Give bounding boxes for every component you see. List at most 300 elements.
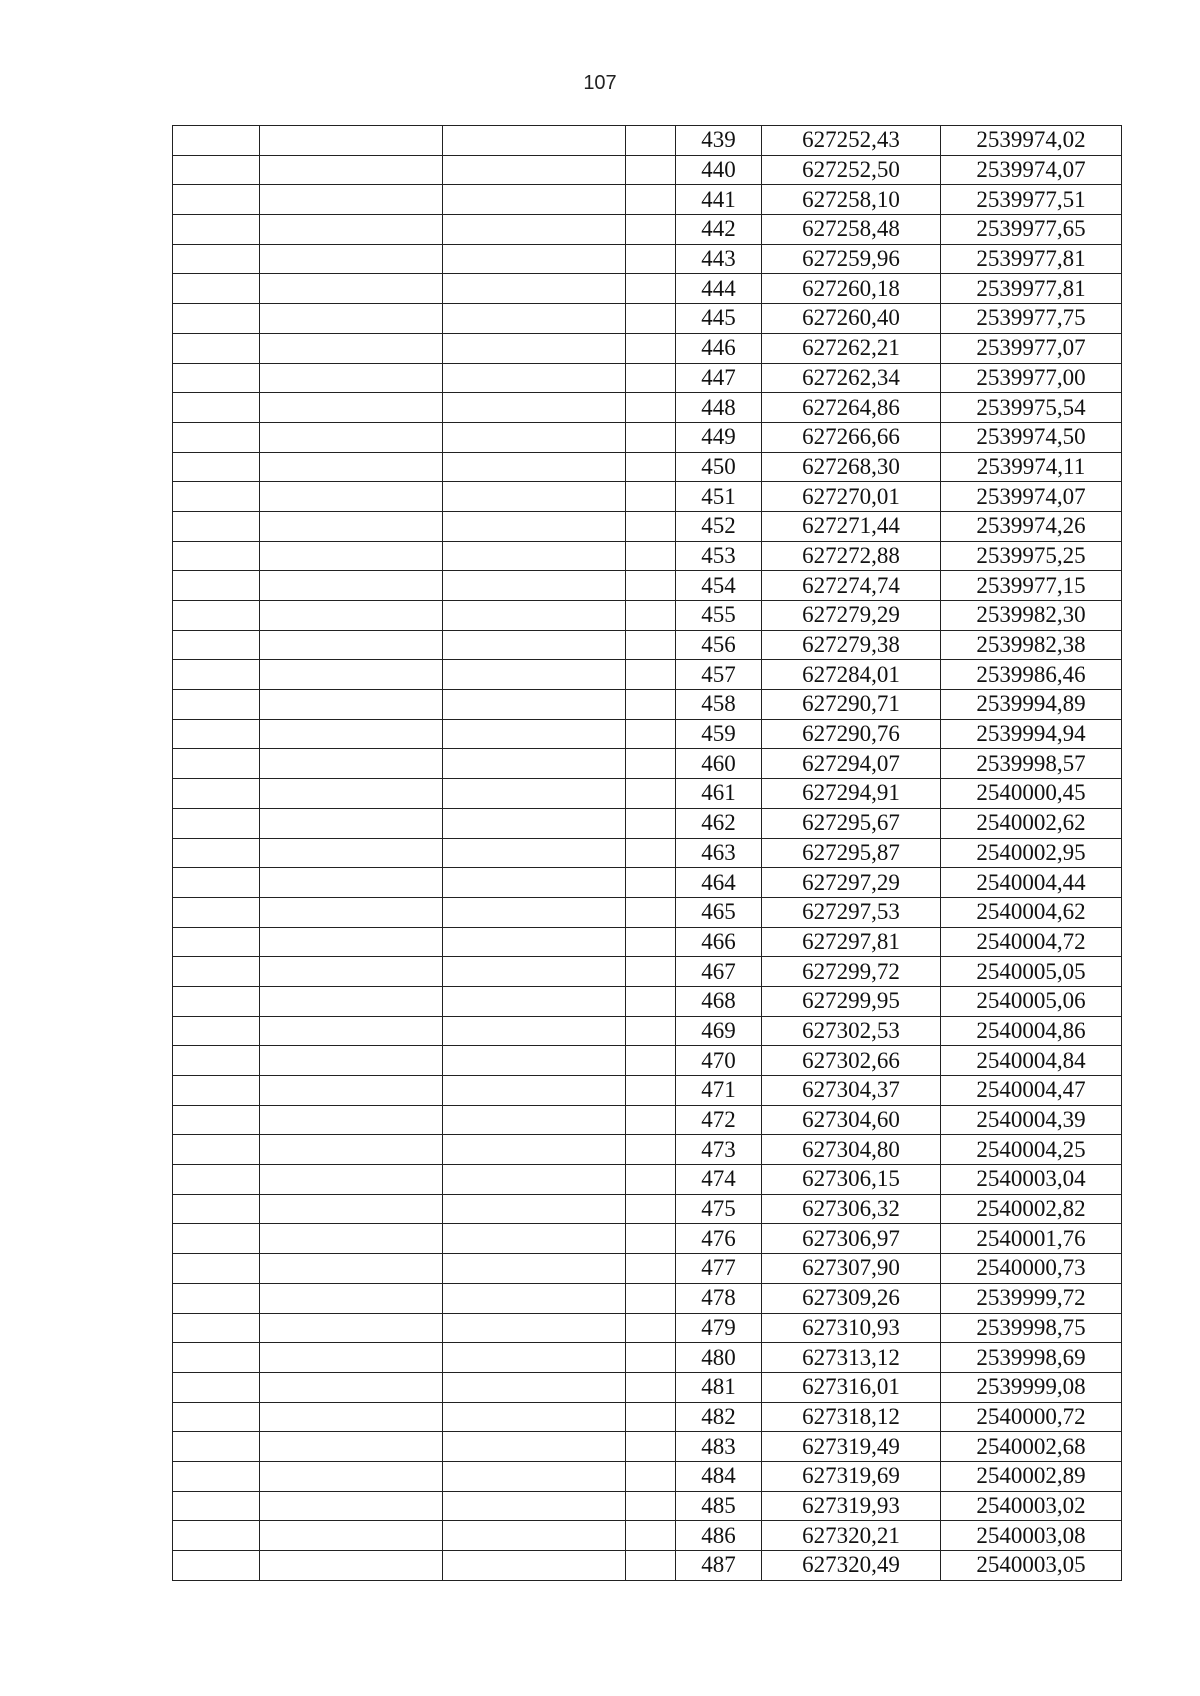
point-number-cell: 471	[676, 1076, 762, 1106]
point-number-cell: 456	[676, 630, 762, 660]
x-coordinate-cell: 627272,88	[762, 541, 941, 571]
point-number-cell: 482	[676, 1402, 762, 1432]
y-coordinate-cell: 2540003,04	[941, 1165, 1122, 1195]
empty-cell	[626, 927, 676, 957]
empty-cell	[626, 215, 676, 245]
empty-cell	[443, 1046, 626, 1076]
empty-cell	[260, 541, 443, 571]
empty-cell	[260, 393, 443, 423]
empty-cell	[173, 1194, 260, 1224]
x-coordinate-cell: 627295,87	[762, 838, 941, 868]
coordinates-table	[172, 125, 1122, 1581]
point-number-cell: 464	[676, 868, 762, 898]
table-row	[173, 1372, 1122, 1402]
empty-cell	[173, 244, 260, 274]
table-row	[173, 244, 1122, 274]
empty-cell	[260, 630, 443, 660]
empty-cell	[626, 1254, 676, 1284]
empty-cell	[443, 244, 626, 274]
table-row	[173, 660, 1122, 690]
empty-cell	[260, 660, 443, 690]
point-number-cell: 454	[676, 571, 762, 601]
point-number-cell: 479	[676, 1313, 762, 1343]
table-row	[173, 511, 1122, 541]
x-coordinate-cell: 627266,66	[762, 422, 941, 452]
point-number-cell: 445	[676, 304, 762, 334]
empty-cell	[626, 1135, 676, 1165]
table-row	[173, 897, 1122, 927]
table-row	[173, 868, 1122, 898]
empty-cell	[443, 927, 626, 957]
empty-cell	[626, 393, 676, 423]
x-coordinate-cell: 627294,91	[762, 779, 941, 809]
empty-cell	[626, 690, 676, 720]
empty-cell	[260, 601, 443, 631]
point-number-cell: 473	[676, 1135, 762, 1165]
empty-cell	[260, 126, 443, 156]
empty-cell	[626, 868, 676, 898]
empty-cell	[173, 868, 260, 898]
empty-cell	[443, 1254, 626, 1284]
point-number-cell: 459	[676, 719, 762, 749]
x-coordinate-cell: 627259,96	[762, 244, 941, 274]
empty-cell	[173, 808, 260, 838]
empty-cell	[626, 541, 676, 571]
x-coordinate-cell: 627262,34	[762, 363, 941, 393]
point-number-cell: 485	[676, 1491, 762, 1521]
y-coordinate-cell: 2540004,86	[941, 1016, 1122, 1046]
empty-cell	[626, 660, 676, 690]
table-row	[173, 393, 1122, 423]
point-number-cell: 476	[676, 1224, 762, 1254]
y-coordinate-cell: 2540001,76	[941, 1224, 1122, 1254]
empty-cell	[260, 1105, 443, 1135]
empty-cell	[443, 808, 626, 838]
y-coordinate-cell: 2540004,25	[941, 1135, 1122, 1165]
table-row	[173, 1283, 1122, 1313]
empty-cell	[260, 1313, 443, 1343]
empty-cell	[626, 1283, 676, 1313]
point-number-cell: 439	[676, 126, 762, 156]
x-coordinate-cell: 627252,50	[762, 155, 941, 185]
point-number-cell: 446	[676, 333, 762, 363]
empty-cell	[626, 601, 676, 631]
empty-cell	[443, 363, 626, 393]
point-number-cell: 457	[676, 660, 762, 690]
page-number: 107	[583, 72, 617, 94]
y-coordinate-cell: 2539977,75	[941, 304, 1122, 334]
empty-cell	[626, 1105, 676, 1135]
empty-cell	[626, 1046, 676, 1076]
empty-cell	[443, 215, 626, 245]
y-coordinate-cell: 2539999,72	[941, 1283, 1122, 1313]
empty-cell	[443, 422, 626, 452]
y-coordinate-cell: 2539977,07	[941, 333, 1122, 363]
empty-cell	[626, 452, 676, 482]
empty-cell	[626, 155, 676, 185]
y-coordinate-cell: 2539982,38	[941, 630, 1122, 660]
empty-cell	[626, 1343, 676, 1373]
empty-cell	[626, 1016, 676, 1046]
empty-cell	[626, 1194, 676, 1224]
empty-cell	[260, 333, 443, 363]
empty-cell	[173, 155, 260, 185]
empty-cell	[443, 868, 626, 898]
x-coordinate-cell: 627304,60	[762, 1105, 941, 1135]
empty-cell	[173, 1343, 260, 1373]
empty-cell	[173, 363, 260, 393]
empty-cell	[173, 927, 260, 957]
empty-cell	[260, 185, 443, 215]
empty-cell	[173, 1461, 260, 1491]
empty-cell	[443, 511, 626, 541]
empty-cell	[260, 808, 443, 838]
x-coordinate-cell: 627271,44	[762, 511, 941, 541]
table-row	[173, 1224, 1122, 1254]
table-row	[173, 690, 1122, 720]
empty-cell	[443, 1165, 626, 1195]
y-coordinate-cell: 2540004,72	[941, 927, 1122, 957]
empty-cell	[260, 274, 443, 304]
empty-cell	[260, 897, 443, 927]
empty-cell	[173, 1432, 260, 1462]
table-row	[173, 749, 1122, 779]
empty-cell	[260, 1076, 443, 1106]
empty-cell	[626, 1521, 676, 1551]
x-coordinate-cell: 627320,49	[762, 1551, 941, 1581]
empty-cell	[173, 660, 260, 690]
table-row	[173, 363, 1122, 393]
empty-cell	[626, 1461, 676, 1491]
empty-cell	[173, 1402, 260, 1432]
empty-cell	[260, 452, 443, 482]
point-number-cell: 465	[676, 897, 762, 927]
table-row	[173, 1313, 1122, 1343]
x-coordinate-cell: 627318,12	[762, 1402, 941, 1432]
empty-cell	[173, 1521, 260, 1551]
empty-cell	[173, 601, 260, 631]
point-number-cell: 452	[676, 511, 762, 541]
x-coordinate-cell: 627309,26	[762, 1283, 941, 1313]
empty-cell	[443, 1194, 626, 1224]
x-coordinate-cell: 627302,66	[762, 1046, 941, 1076]
y-coordinate-cell: 2539982,30	[941, 601, 1122, 631]
y-coordinate-cell: 2540002,82	[941, 1194, 1122, 1224]
point-number-cell: 461	[676, 779, 762, 809]
empty-cell	[443, 630, 626, 660]
y-coordinate-cell: 2539998,69	[941, 1343, 1122, 1373]
y-coordinate-cell: 2539998,57	[941, 749, 1122, 779]
empty-cell	[443, 957, 626, 987]
empty-cell	[173, 1076, 260, 1106]
x-coordinate-cell: 627290,76	[762, 719, 941, 749]
empty-cell	[173, 897, 260, 927]
y-coordinate-cell: 2540003,02	[941, 1491, 1122, 1521]
x-coordinate-cell: 627313,12	[762, 1343, 941, 1373]
empty-cell	[260, 749, 443, 779]
empty-cell	[443, 155, 626, 185]
empty-cell	[173, 1491, 260, 1521]
empty-cell	[443, 1343, 626, 1373]
point-number-cell: 453	[676, 541, 762, 571]
empty-cell	[626, 1076, 676, 1106]
empty-cell	[443, 1313, 626, 1343]
empty-cell	[260, 957, 443, 987]
point-number-cell: 484	[676, 1461, 762, 1491]
empty-cell	[173, 719, 260, 749]
point-number-cell: 458	[676, 690, 762, 720]
empty-cell	[626, 957, 676, 987]
table-row	[173, 1105, 1122, 1135]
table-row	[173, 541, 1122, 571]
empty-cell	[260, 779, 443, 809]
y-coordinate-cell: 2539977,81	[941, 274, 1122, 304]
empty-cell	[443, 1551, 626, 1581]
empty-cell	[173, 1135, 260, 1165]
empty-cell	[443, 274, 626, 304]
table-row	[173, 719, 1122, 749]
empty-cell	[443, 779, 626, 809]
table-row	[173, 155, 1122, 185]
empty-cell	[173, 1105, 260, 1135]
point-number-cell: 468	[676, 986, 762, 1016]
point-number-cell: 449	[676, 422, 762, 452]
empty-cell	[626, 808, 676, 838]
empty-cell	[260, 1521, 443, 1551]
empty-cell	[443, 1432, 626, 1462]
empty-cell	[260, 155, 443, 185]
point-number-cell: 466	[676, 927, 762, 957]
empty-cell	[173, 1165, 260, 1195]
table-row	[173, 1521, 1122, 1551]
x-coordinate-cell: 627306,15	[762, 1165, 941, 1195]
point-number-cell: 463	[676, 838, 762, 868]
empty-cell	[626, 838, 676, 868]
y-coordinate-cell: 2540003,08	[941, 1521, 1122, 1551]
empty-cell	[626, 1165, 676, 1195]
y-coordinate-cell: 2539998,75	[941, 1313, 1122, 1343]
empty-cell	[626, 511, 676, 541]
empty-cell	[626, 244, 676, 274]
x-coordinate-cell: 627258,10	[762, 185, 941, 215]
empty-cell	[626, 749, 676, 779]
y-coordinate-cell: 2539994,89	[941, 690, 1122, 720]
x-coordinate-cell: 627319,93	[762, 1491, 941, 1521]
y-coordinate-cell: 2540004,47	[941, 1076, 1122, 1106]
empty-cell	[173, 1254, 260, 1284]
empty-cell	[443, 333, 626, 363]
empty-cell	[443, 126, 626, 156]
y-coordinate-cell: 2539977,51	[941, 185, 1122, 215]
y-coordinate-cell: 2540000,45	[941, 779, 1122, 809]
table-row	[173, 1461, 1122, 1491]
empty-cell	[260, 927, 443, 957]
table-row	[173, 1016, 1122, 1046]
empty-cell	[260, 1432, 443, 1462]
empty-cell	[173, 1224, 260, 1254]
x-coordinate-cell: 627306,32	[762, 1194, 941, 1224]
table-row	[173, 601, 1122, 631]
point-number-cell: 444	[676, 274, 762, 304]
empty-cell	[260, 1461, 443, 1491]
table-row	[173, 1432, 1122, 1462]
point-number-cell: 477	[676, 1254, 762, 1284]
y-coordinate-cell: 2540002,89	[941, 1461, 1122, 1491]
empty-cell	[260, 1165, 443, 1195]
y-coordinate-cell: 2540002,95	[941, 838, 1122, 868]
empty-cell	[443, 601, 626, 631]
x-coordinate-cell: 627295,67	[762, 808, 941, 838]
empty-cell	[443, 986, 626, 1016]
point-number-cell: 440	[676, 155, 762, 185]
point-number-cell: 447	[676, 363, 762, 393]
empty-cell	[626, 571, 676, 601]
table-row	[173, 957, 1122, 987]
table-row	[173, 215, 1122, 245]
empty-cell	[260, 719, 443, 749]
empty-cell	[260, 244, 443, 274]
x-coordinate-cell: 627274,74	[762, 571, 941, 601]
table-row	[173, 333, 1122, 363]
point-number-cell: 469	[676, 1016, 762, 1046]
empty-cell	[626, 422, 676, 452]
empty-cell	[626, 1491, 676, 1521]
empty-cell	[260, 1254, 443, 1284]
empty-cell	[626, 185, 676, 215]
empty-cell	[626, 1402, 676, 1432]
table-row	[173, 1046, 1122, 1076]
x-coordinate-cell: 627279,29	[762, 601, 941, 631]
empty-cell	[173, 452, 260, 482]
empty-cell	[626, 1372, 676, 1402]
table-row	[173, 1402, 1122, 1432]
table-row	[173, 185, 1122, 215]
empty-cell	[260, 1372, 443, 1402]
empty-cell	[443, 1283, 626, 1313]
table-row	[173, 274, 1122, 304]
y-coordinate-cell: 2539974,11	[941, 452, 1122, 482]
point-number-cell: 483	[676, 1432, 762, 1462]
empty-cell	[626, 1224, 676, 1254]
point-number-cell: 448	[676, 393, 762, 423]
table-row	[173, 630, 1122, 660]
point-number-cell: 474	[676, 1165, 762, 1195]
y-coordinate-cell: 2540004,44	[941, 868, 1122, 898]
empty-cell	[260, 1135, 443, 1165]
x-coordinate-cell: 627304,37	[762, 1076, 941, 1106]
point-number-cell: 478	[676, 1283, 762, 1313]
empty-cell	[626, 1313, 676, 1343]
y-coordinate-cell: 2539977,15	[941, 571, 1122, 601]
table-row	[173, 1135, 1122, 1165]
empty-cell	[260, 511, 443, 541]
x-coordinate-cell: 627268,30	[762, 452, 941, 482]
empty-cell	[173, 986, 260, 1016]
y-coordinate-cell: 2539975,25	[941, 541, 1122, 571]
y-coordinate-cell: 2539977,00	[941, 363, 1122, 393]
table-row	[173, 571, 1122, 601]
empty-cell	[443, 185, 626, 215]
empty-cell	[173, 541, 260, 571]
x-coordinate-cell: 627284,01	[762, 660, 941, 690]
empty-cell	[173, 304, 260, 334]
empty-cell	[260, 571, 443, 601]
empty-cell	[173, 1283, 260, 1313]
empty-cell	[443, 690, 626, 720]
empty-cell	[443, 1491, 626, 1521]
x-coordinate-cell: 627307,90	[762, 1254, 941, 1284]
empty-cell	[260, 1194, 443, 1224]
table-row	[173, 452, 1122, 482]
empty-cell	[260, 1016, 443, 1046]
empty-cell	[626, 304, 676, 334]
empty-cell	[626, 1432, 676, 1462]
point-number-cell: 451	[676, 482, 762, 512]
empty-cell	[626, 274, 676, 304]
point-number-cell: 460	[676, 749, 762, 779]
empty-cell	[626, 719, 676, 749]
x-coordinate-cell: 627299,72	[762, 957, 941, 987]
y-coordinate-cell: 2539994,94	[941, 719, 1122, 749]
y-coordinate-cell: 2539974,50	[941, 422, 1122, 452]
empty-cell	[443, 749, 626, 779]
empty-cell	[173, 482, 260, 512]
empty-cell	[173, 333, 260, 363]
empty-cell	[443, 1135, 626, 1165]
x-coordinate-cell: 627297,53	[762, 897, 941, 927]
point-number-cell: 442	[676, 215, 762, 245]
empty-cell	[260, 1283, 443, 1313]
empty-cell	[260, 304, 443, 334]
empty-cell	[443, 1402, 626, 1432]
x-coordinate-cell: 627306,97	[762, 1224, 941, 1254]
empty-cell	[173, 1551, 260, 1581]
empty-cell	[626, 333, 676, 363]
x-coordinate-cell: 627294,07	[762, 749, 941, 779]
table-row	[173, 927, 1122, 957]
x-coordinate-cell: 627262,21	[762, 333, 941, 363]
x-coordinate-cell: 627299,95	[762, 986, 941, 1016]
y-coordinate-cell: 2539975,54	[941, 393, 1122, 423]
empty-cell	[173, 838, 260, 868]
table-row	[173, 1343, 1122, 1373]
empty-cell	[443, 1076, 626, 1106]
empty-cell	[260, 482, 443, 512]
point-number-cell: 470	[676, 1046, 762, 1076]
x-coordinate-cell: 627320,21	[762, 1521, 941, 1551]
empty-cell	[173, 511, 260, 541]
y-coordinate-cell: 2540003,05	[941, 1551, 1122, 1581]
x-coordinate-cell: 627310,93	[762, 1313, 941, 1343]
empty-cell	[443, 571, 626, 601]
table-row	[173, 1254, 1122, 1284]
empty-cell	[260, 363, 443, 393]
empty-cell	[626, 1551, 676, 1581]
y-coordinate-cell: 2540005,05	[941, 957, 1122, 987]
empty-cell	[443, 1461, 626, 1491]
empty-cell	[173, 1046, 260, 1076]
empty-cell	[173, 779, 260, 809]
x-coordinate-cell: 627297,29	[762, 868, 941, 898]
x-coordinate-cell: 627316,01	[762, 1372, 941, 1402]
empty-cell	[626, 126, 676, 156]
empty-cell	[443, 541, 626, 571]
point-number-cell: 472	[676, 1105, 762, 1135]
table-row	[173, 1491, 1122, 1521]
x-coordinate-cell: 627290,71	[762, 690, 941, 720]
y-coordinate-cell: 2540000,72	[941, 1402, 1122, 1432]
y-coordinate-cell: 2540000,73	[941, 1254, 1122, 1284]
